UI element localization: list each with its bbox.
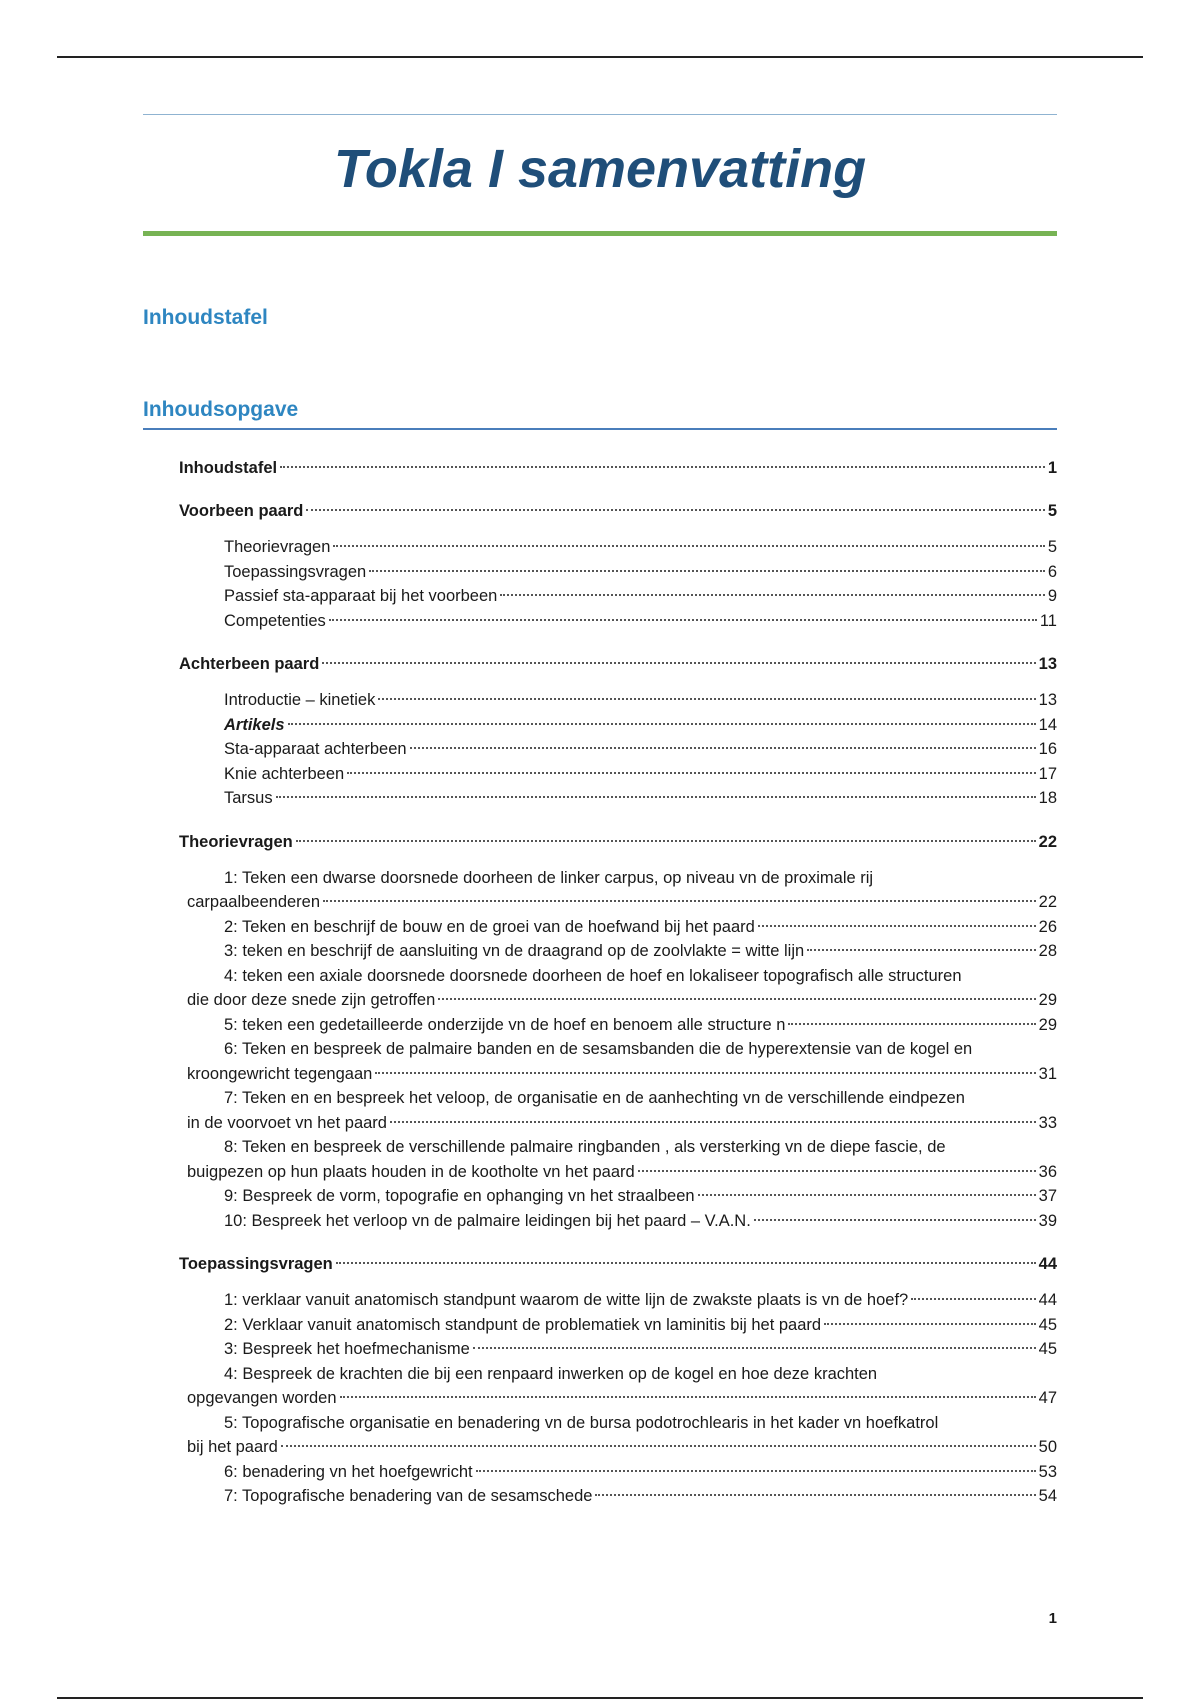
- toc-entry-text: Theorievragen: [179, 832, 293, 851]
- dot-leader: [340, 1396, 1036, 1398]
- toc-entry-text: 10: Bespreek het verloop vn de palmaire leidingen bij het paard – V.A.N.: [224, 1211, 751, 1230]
- toc-entry-text: 4: teken een axiale doorsnede doorsnede doorheen de hoef en lokaliseer topografisch alle structuren: [224, 966, 962, 985]
- dot-leader: [595, 1494, 1035, 1496]
- toc-page-number: 45: [1038, 1315, 1057, 1334]
- toc-entry[interactable]: [143, 915, 1057, 940]
- dot-leader: [698, 1194, 1036, 1196]
- dot-leader: [281, 1445, 1036, 1447]
- toc-page-number: 5: [1047, 538, 1057, 556]
- toc-entry[interactable]: [143, 786, 1057, 811]
- toc-entry[interactable]: [143, 1086, 1057, 1135]
- toc-entry-text: Achterbeen paard: [179, 655, 320, 673]
- toc-entry-text: 1: Teken een dwarse doorsnede doorheen de linker carpus, op niveau vn de proximale rij: [224, 868, 874, 887]
- toc-page-number: 5: [1047, 502, 1057, 520]
- toc-page-number: 22: [1038, 832, 1057, 851]
- dot-leader: [390, 1121, 1036, 1123]
- dot-leader: [333, 545, 1044, 547]
- toc-entry[interactable]: [143, 1362, 1057, 1411]
- toc-entry[interactable]: [143, 830, 1057, 854]
- toc-page-number: 31: [1038, 1064, 1057, 1083]
- toc-entry-text: 8: Teken en bespreek de verschillende palmaire ringbanden , als versterking vn de diepe fascie, de: [224, 1138, 946, 1156]
- toc-page-number: 29: [1038, 991, 1057, 1009]
- toc-entry-text: Voorbeen paard: [179, 502, 304, 520]
- toc-entry[interactable]: [143, 688, 1057, 713]
- dot-leader: [473, 1347, 1036, 1349]
- dot-leader: [788, 1023, 1035, 1025]
- toc-entry-text: 6: Teken en bespreek de palmaire banden en de sesamsbanden die de hyperextensie van de kogel en: [224, 1040, 973, 1058]
- toc-page-number: 26: [1038, 917, 1057, 936]
- title-bottom-rule: [143, 231, 1057, 236]
- toc-page-number: 22: [1038, 893, 1057, 911]
- toc-page-number: 17: [1038, 764, 1057, 783]
- toc-page-number: 44: [1038, 1291, 1057, 1309]
- dot-leader: [438, 998, 1035, 1000]
- toc-entry-text: 9: Bespreek de vorm, topografie en ophanging vn het straalbeen: [224, 1187, 695, 1205]
- toc-entry[interactable]: [143, 499, 1057, 523]
- toc-entry-text: carpaalbeenderen: [187, 893, 321, 911]
- toc-entry[interactable]: [143, 713, 1057, 738]
- toc-entry-text: 2: Verklaar vanuit anatomisch standpunt de problematiek vn laminitis bij het paard: [224, 1315, 822, 1334]
- toc-entry-text: Toepassingsvragen: [224, 562, 367, 581]
- toc-page-number: 14: [1038, 715, 1057, 734]
- toc-entry[interactable]: [143, 1184, 1057, 1209]
- toc-page-number: 37: [1038, 1187, 1057, 1205]
- toc-page-number: 36: [1038, 1162, 1057, 1181]
- toc-entry-text: kroongewricht tegengaan: [187, 1064, 373, 1083]
- dot-leader: [369, 570, 1045, 572]
- toc-page-number: 13: [1038, 691, 1057, 709]
- dot-leader: [336, 1262, 1036, 1264]
- table-of-contents: [143, 456, 1057, 1509]
- toc-entry-text: Knie achterbeen: [224, 764, 345, 783]
- toc-entry-text: die door deze snede zijn getroffen: [187, 991, 436, 1009]
- toc-page-number: 54: [1038, 1487, 1057, 1505]
- toc-entry-text: Artikels: [224, 715, 285, 734]
- toc-entry[interactable]: [143, 1313, 1057, 1338]
- toc-entry-text: Sta-apparaat achterbeen: [224, 740, 407, 758]
- title-block: [143, 114, 1057, 236]
- toc-entry[interactable]: [143, 560, 1057, 585]
- dot-leader: [288, 723, 1036, 725]
- dot-leader: [296, 840, 1036, 842]
- toc-page-number: 18: [1038, 789, 1057, 807]
- toc-entry[interactable]: [143, 737, 1057, 762]
- toc-page-number: 1: [1047, 459, 1057, 477]
- toc-page-number: 47: [1038, 1389, 1057, 1407]
- document-title: Tokla I samenvatting: [333, 139, 867, 199]
- toc-entry-text: 5: Topografische organisatie en benadering vn de bursa podotrochlearis in het kader vn hoefkatrol: [224, 1413, 939, 1432]
- toc-entry-text: Toepassingsvragen: [179, 1255, 333, 1273]
- footer-rule: [57, 1697, 1143, 1699]
- toc-page-number: 28: [1038, 942, 1057, 960]
- dot-leader: [754, 1219, 1036, 1221]
- toc-entry[interactable]: [143, 1135, 1057, 1184]
- toc-page-number: 16: [1038, 740, 1057, 758]
- toc-page-number: 9: [1047, 587, 1057, 605]
- toc-entry[interactable]: [143, 1037, 1057, 1086]
- heading-inhoudsopgave: Inhoudsopgave: [143, 398, 1057, 430]
- toc-entry[interactable]: [143, 1288, 1057, 1313]
- toc-entry-text: 7: Teken en en bespreek het veloop, de organisatie en de aanhechting vn de verschillende eindpezen: [224, 1089, 965, 1107]
- toc-entry-text: 7: Topografische benadering van de sesamschede: [224, 1487, 593, 1505]
- toc-entry-text: 3: Bespreek het hoefmechanisme: [224, 1340, 470, 1358]
- toc-page-number: 39: [1038, 1211, 1057, 1230]
- dot-leader: [824, 1323, 1036, 1325]
- dot-leader: [306, 509, 1044, 511]
- toc-page-number: 6: [1047, 562, 1057, 581]
- dot-leader: [375, 1072, 1035, 1074]
- toc-entry[interactable]: [143, 939, 1057, 964]
- toc-entry-text: 5: teken een gedetailleerde onderzijde vn de hoef en benoem alle structure n: [224, 1015, 786, 1034]
- toc-entry[interactable]: [143, 609, 1057, 634]
- toc-entry[interactable]: [143, 1252, 1057, 1276]
- toc-entry[interactable]: [143, 535, 1057, 560]
- dot-leader: [476, 1470, 1036, 1472]
- toc-entry-text: 1: verklaar vanuit anatomisch standpunt waarom de witte lijn de zwakste plaats is vn de hoef?: [224, 1291, 909, 1309]
- dot-leader: [276, 796, 1036, 798]
- dot-leader: [323, 900, 1036, 902]
- toc-page-number: 44: [1038, 1255, 1057, 1273]
- toc-entry-text: opgevangen worden: [187, 1389, 337, 1407]
- toc-entry-text: 4: Bespreek de krachten die bij een renpaard inwerken op de kogel en hoe deze krachten: [224, 1364, 878, 1383]
- dot-leader: [911, 1298, 1035, 1300]
- toc-entry-text: Theorievragen: [224, 538, 331, 556]
- dot-leader: [807, 949, 1035, 951]
- dot-leader: [322, 662, 1035, 664]
- toc-page-number: 53: [1038, 1462, 1057, 1481]
- toc-page-number: 29: [1038, 1015, 1057, 1034]
- toc-page-number: 45: [1038, 1340, 1057, 1358]
- toc-entry-text: buigpezen op hun plaats houden in de kootholte vn het paard: [187, 1162, 635, 1181]
- dot-leader: [638, 1170, 1036, 1172]
- page-number: 1: [1048, 1610, 1057, 1627]
- toc-entry[interactable]: [143, 584, 1057, 609]
- toc-page-number: 33: [1038, 1113, 1057, 1132]
- toc-entry-text: 3: teken en beschrijf de aansluiting vn de draagrand op de zoolvlakte = witte lijn: [224, 942, 805, 960]
- toc-entry[interactable]: [143, 456, 1057, 480]
- title-top-rule: [143, 114, 1057, 115]
- toc-entry[interactable]: [143, 964, 1057, 1013]
- toc-entry[interactable]: [143, 1411, 1057, 1460]
- dot-leader: [500, 594, 1044, 596]
- dot-leader: [378, 698, 1035, 700]
- toc-entry[interactable]: [143, 652, 1057, 676]
- toc-entry[interactable]: [143, 762, 1057, 787]
- toc-entry-text: Passief sta-apparaat bij het voorbeen: [224, 587, 498, 605]
- toc-entry-text: in de voorvoet vn het paard: [187, 1113, 387, 1132]
- dot-leader: [410, 747, 1036, 749]
- dot-leader: [280, 466, 1045, 468]
- toc-page-number: 50: [1038, 1438, 1057, 1456]
- toc-entry-text: Inhoudstafel: [179, 459, 278, 477]
- toc-entry-text: Tarsus: [224, 789, 273, 807]
- dot-leader: [758, 925, 1036, 927]
- header-rule: [57, 56, 1143, 58]
- dot-leader: [329, 619, 1037, 621]
- toc-entry-text: 2: Teken en beschrijf de bouw en de groei van de hoefwand bij het paard: [224, 917, 755, 936]
- dot-leader: [347, 772, 1035, 774]
- toc-entry-text: bij het paard: [187, 1438, 278, 1456]
- toc-page-number: 13: [1038, 655, 1057, 673]
- toc-entry[interactable]: [143, 1337, 1057, 1362]
- toc-entry-text: Introductie – kinetiek: [224, 691, 376, 709]
- toc-entry[interactable]: [143, 1484, 1057, 1509]
- toc-entry[interactable]: [143, 866, 1057, 915]
- heading-inhoudstafel[interactable]: Inhoudstafel: [143, 306, 268, 329]
- toc-entry-text: Competenties: [224, 611, 326, 630]
- toc-page-number: 11: [1039, 611, 1057, 630]
- toc-entry[interactable]: [143, 1209, 1057, 1234]
- toc-entry[interactable]: [143, 1460, 1057, 1485]
- toc-entry-text: 6: benadering vn het hoefgewricht: [224, 1462, 473, 1481]
- toc-entry[interactable]: [143, 1013, 1057, 1038]
